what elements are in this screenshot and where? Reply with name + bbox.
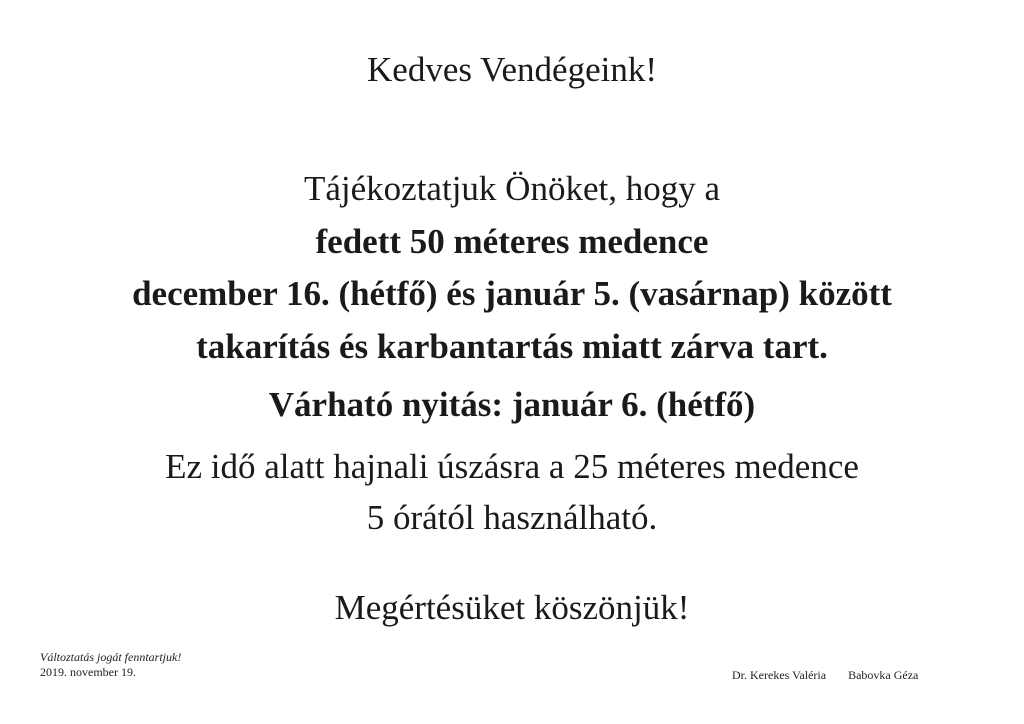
closing-thanks: Megértésüket köszönjük!	[334, 588, 690, 627]
intro-line: Tájékoztatjuk Önöket, hogy a	[304, 169, 720, 208]
notice-date: 2019. november 19.	[40, 665, 136, 679]
disclaimer-text: Változtatás jogát fenntartjuk!	[40, 650, 182, 664]
pool-name-line: fedett 50 méteres medence	[315, 222, 709, 261]
signatory-2: Babovka Géza	[848, 668, 919, 682]
reopening-line: Várható nyitás: január 6. (hétfő)	[268, 385, 756, 424]
closure-dates-line: december 16. (hétfő) és január 5. (vasárnap) között	[132, 274, 892, 313]
greeting-heading: Kedves Vendégeink!	[367, 50, 657, 89]
closure-reason-line: takarítás és karbantartás miatt zárva tart.	[196, 327, 828, 366]
alternative-pool-line: Ez idő alatt hajnali úszásra a 25 méteres medence	[165, 447, 859, 486]
alternative-hours-line: 5 órától használható.	[366, 498, 658, 537]
footer-note	[40, 650, 181, 680]
signatory-1: Dr. Kerekes Valéria	[732, 668, 827, 682]
signatures	[732, 668, 918, 683]
